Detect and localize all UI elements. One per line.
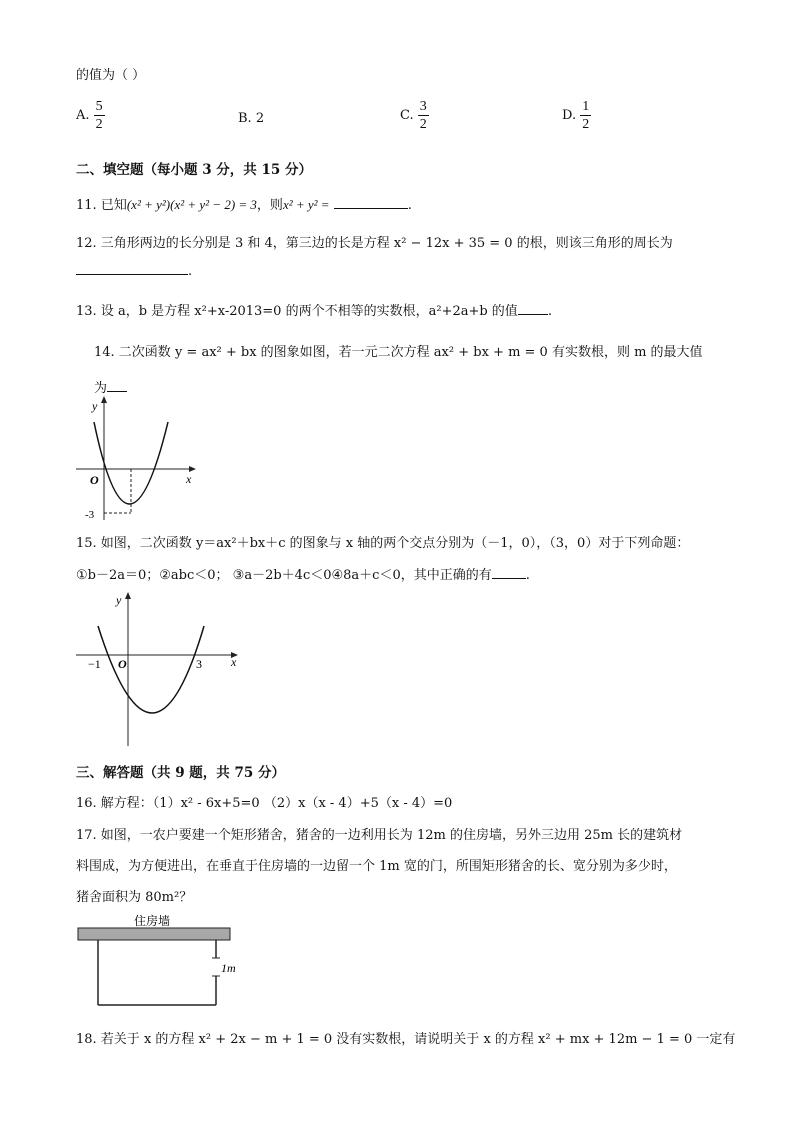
option-fraction: [580, 98, 591, 133]
q17-line2: 料围成，为方便进出，在垂直于住房墙的一边留一个 1m 宽的门，所围矩形猪舍的长、宽分别为多少时，: [76, 859, 677, 874]
y-axis-arrow: [101, 396, 107, 403]
q10-option-c: [400, 98, 429, 133]
fraction-denominator: 2: [582, 117, 590, 132]
parabola: [98, 626, 204, 713]
q11-ask: x² + y² =: [282, 197, 330, 212]
section-2-title: 二、填空题（每小题 3 分，共 15 分）: [76, 162, 312, 178]
q17-figure: [76, 910, 236, 1010]
q18: 18. 若关于 x 的方程 x² + 2x − m + 1 = 0 没有实数根，请说明关于 x 的方程 x² + mx + 12m − 1 = 0 一定有: [76, 1032, 736, 1047]
q16: 16. 解方程：（1）x² - 6x+5=0 （2）x（x - 4）+5（x - 4）=0: [76, 796, 453, 811]
option-letter: B.: [238, 111, 252, 126]
q10-tail: 的值为（ ）: [76, 68, 146, 83]
q15-line1: 15. 如图，二次函数 y＝ax²＋bx＋c 的图象与 x 轴的两个交点分别为（－1，0），（3，0）对于下列命题：: [76, 536, 690, 551]
q14-line2-text: 为: [94, 381, 108, 396]
q11-prefix: 已知: [100, 198, 127, 213]
fraction-numerator: 1: [582, 99, 590, 114]
q14-graph: [76, 392, 206, 524]
wall-label: 住房墙: [134, 914, 171, 928]
fraction-denominator: 2: [419, 117, 427, 132]
answer-blank: [107, 379, 127, 392]
q10-option-d: [562, 98, 591, 133]
q17-line1: 17. 如图，一农户要建一个矩形猪舍，猪舍的一边利用长为 12m 的住房墙，另外三边用 25m 长的建筑材: [76, 828, 683, 843]
right-root-label: 3: [196, 657, 202, 671]
option-fraction: [94, 98, 105, 133]
q11-mid: ，则: [256, 198, 283, 213]
q15-line2-text: ①b－2a＝0；②abc＜0； ③a－2b＋4c＜0④8a＋c＜0，其中正确的有: [76, 568, 492, 583]
y-label: y: [116, 593, 122, 607]
door-label: 1m: [221, 961, 236, 975]
q15-end: .: [525, 568, 530, 583]
q11-number: 11.: [76, 198, 97, 213]
option-letter: A.: [76, 108, 90, 123]
option-value: 2: [255, 111, 265, 126]
q11: [76, 194, 412, 213]
section-3-title: 三、解答题（共 9 题，共 75 分）: [76, 765, 285, 781]
q10-option-b: [238, 111, 264, 126]
answer-blank: [334, 196, 408, 209]
option-letter: C.: [400, 108, 414, 123]
q14-line1: 14. 二次函数 y = ax² + bx 的图象如图，若一元二次方程 ax² + bx + m = 0 有实数根，则 m 的最大值: [94, 345, 703, 360]
house-wall: [78, 928, 230, 940]
q13: [76, 300, 552, 319]
q12-line2: [76, 262, 192, 279]
q13-text: 13. 设 a，b 是方程 x²+x-2013=0 的两个不相等的实数根，a²+2a+b 的值: [76, 304, 518, 319]
option-letter: D.: [562, 108, 577, 123]
q11-end: .: [407, 198, 412, 213]
fraction-denominator: 2: [95, 117, 103, 132]
min-label: -3: [85, 509, 95, 521]
q17-line3: 猪舍面积为 80m²？: [76, 890, 193, 905]
x-label: x: [231, 655, 237, 669]
left-root-label: −1: [88, 657, 101, 671]
y-label: y: [92, 399, 98, 413]
q15-line2: [76, 564, 530, 583]
x-label: x: [186, 472, 192, 486]
fraction-numerator: 5: [95, 99, 103, 114]
origin-label: O: [90, 473, 99, 487]
answer-blank: [492, 566, 526, 579]
y-axis-arrow: [125, 592, 131, 599]
origin-label: O: [118, 657, 127, 671]
q11-equation: (x² + y²)(x² + y² − 2) = 3: [126, 197, 257, 212]
q13-end: .: [547, 304, 552, 319]
answer-blank: [518, 302, 548, 315]
q15-graph: [76, 586, 244, 748]
answer-blank: [76, 262, 188, 275]
q12-end: .: [188, 264, 193, 279]
option-fraction: [418, 98, 429, 133]
fraction-numerator: 3: [419, 99, 427, 114]
q10-option-a: [76, 98, 105, 133]
q12-line1: 12. 三角形两边的长分别是 3 和 4，第三边的长是方程 x² − 12x + 35 = 0 的根，则该三角形的周长为: [76, 236, 673, 251]
